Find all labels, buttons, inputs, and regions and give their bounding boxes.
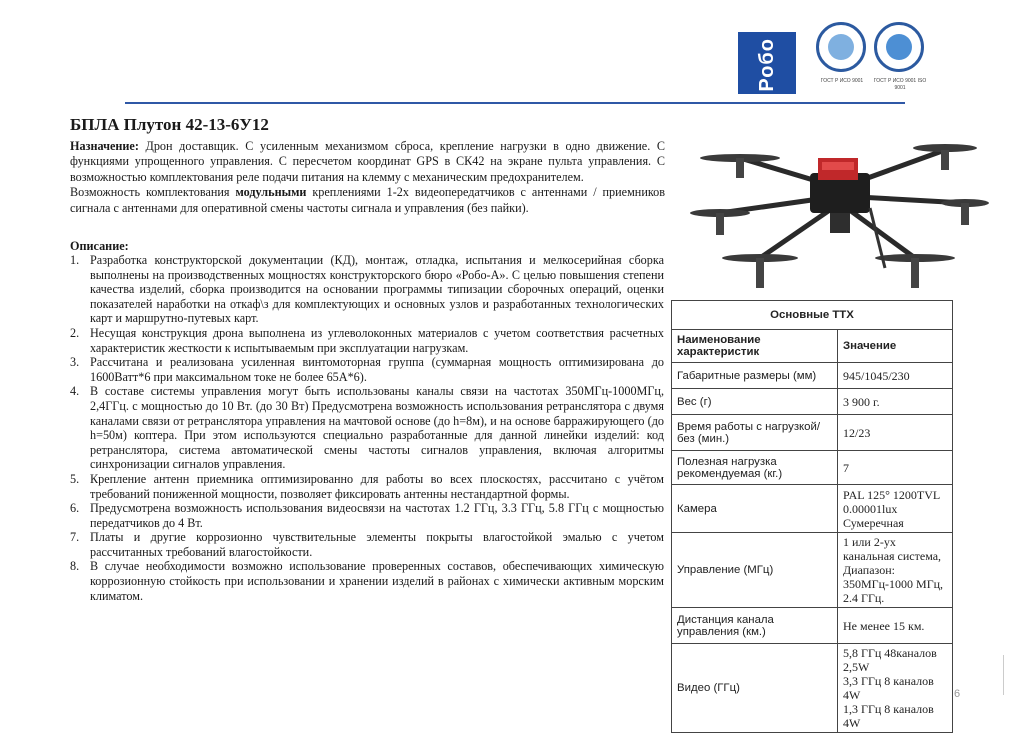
robo-logo (738, 32, 796, 94)
table-header-row (672, 330, 953, 363)
list-item: 1. Разработка конструкторской документации (КД), монтаж, отладка, испытания и мелкосерийная сборка выполнены на производственных мощностях конструкторского бюро «Робо-А». С целью повышения степени качества изделий, сборка производится на основании программы типизации сборочных операций, оценки показателей наработки на откаф\з для комплектующих и основных узлов и разработанных технологических карт и маршрутно-путевых карт. (70, 253, 664, 326)
list-item: 2. Несущая конструкция дрона выполнена из углеволоконных материалов с учетом соответствия расчетных характеристик жесткости к испытываемым при эксплуатации нагрузкам. (70, 325, 664, 355)
table-row: Габаритные размеры (мм) 945/1045/230 (672, 363, 953, 389)
purpose-label: Назначение: (70, 139, 139, 153)
list-item: 3. Рассчитана и реализована усиленная винтомоторная группа (суммарная мощность оптимизирована до 1600Ватт*6 при максимальном токе не более 65А*6). (70, 355, 664, 384)
list-item: 4. В составе системы управления могут быть использованы каналы связи на частотах 350МГц-1000МГц, 2,4ГГц. с мощностью до 10 Вт. (до 30 Вт) Предусмотрена возможность использования ретранслятора с двумя каналами связи от ретранслятора управления на мачтовой основе (до h=8м), и на основе барражирующего (до h=50м) коптера. При этом используются специально разработанные для данной линейки изделий: код ретранслятора, система автоматической смены частоты сигналов управления, включая алгоритмы синхронизации сигналов управления. (70, 384, 664, 472)
cert1-caption: ГОСТ Р ИСО 9001 (820, 78, 864, 84)
cert2-caption: ГОСТ Р ИСО 9001 ISO 9001 (873, 78, 927, 91)
description-list (70, 253, 664, 603)
column-header-value: Значение (838, 330, 953, 363)
certification-seal-2 (870, 20, 930, 98)
table-row: Камера PAL 125° 1200TVL 0.00001lux Сумеречная (672, 485, 953, 533)
table-row: Видео (ГГц) 5,8 ГГц 48каналов 2,5W 3,3 ГГц 8 каналов 4W 1,3 ГГц 8 каналов 4W (672, 644, 953, 733)
list-item: 8. В случае необходимости возможно использование проверенных составов, обеспечивающих химическую коррозионную стойкость при использовании и хранении изделий в районах с химически активным морским климатом. (70, 559, 664, 603)
list-item: 6. Предусмотрена возможность использования видеосвязи на частотах 1.2 ГГц, 3.3 ГГц, 5.8 ГГц с мощностью передатчиков до 4 Вт. (70, 501, 664, 530)
description-heading: Описание: (70, 239, 129, 253)
table-row: Дистанция канала управления (км.) Не менее 15 км. (672, 608, 953, 644)
specs-table (671, 300, 953, 733)
purpose-text: Дрон доставщик. С усиленным механизмом сброса, крепление нагрузки в одно движение. С функциями упрощенного управления. С пересчетом координат GPS в СК42 на экране пульта управления. С возможностью комплектования реле подачи питания на клемму с механическим предохранителем. (70, 139, 665, 184)
specs-caption: Основные ТТХ (672, 301, 953, 330)
table-row: Вес (г) 3 900 г. (672, 389, 953, 415)
table-row: Управление (МГц) 1 или 2-ух канальная система, Диапазон: 350МГц-1000 МГц, 2.4 ГГц. (672, 533, 953, 608)
header-divider (125, 102, 905, 104)
list-item: 7. Платы и другие коррозионно чувствительные элементы покрыты влагостойкой эмалью с учетом рассчитанных требований влагостойкости. (70, 530, 664, 559)
page-number: 6 (954, 688, 961, 700)
table-row: Время работы с нагрузкой/без (мин.) 12/23 (672, 415, 953, 451)
certification-seal-1 (812, 20, 872, 98)
list-item: 5. Крепление антенн приемника оптимизированно для работы во всех плоскостях, рассчитано с учётом требований пониженной мощности, позволяет фиксировать антенны нестандартной формы. (70, 471, 664, 501)
column-header-name: Наименование характеристик (672, 330, 838, 363)
table-row: Полезная нагрузка рекомендуемая (кг.) 7 (672, 451, 953, 485)
intro-block (70, 139, 665, 216)
modular-pre: Возможность комплектования (70, 185, 236, 200)
robo-logo-text: Робо (756, 38, 778, 92)
page-edge-rule (1003, 655, 1004, 695)
page-title: БПЛА Плутон 42-13-6У12 (70, 115, 269, 134)
modular-bold: модульными (235, 185, 307, 200)
modular-paragraph (70, 185, 665, 216)
drone-image (690, 118, 990, 303)
purpose-paragraph (70, 139, 665, 185)
modular-post: креплениями 1-2х видеопередатчиков с антеннами / приемников сигнала с антеннами для оперативной смены частоты сигнала и управления (без пайки). (70, 185, 665, 215)
